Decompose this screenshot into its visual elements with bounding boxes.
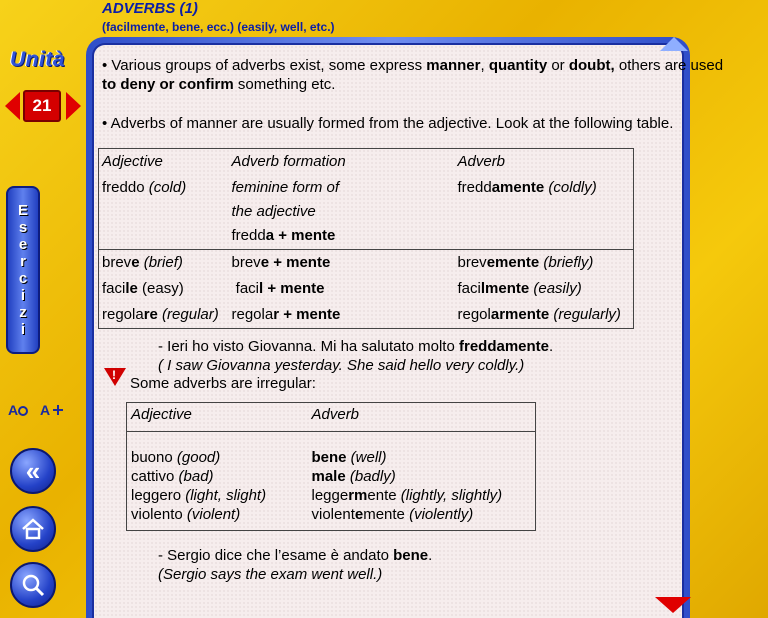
svg-text:A: A xyxy=(40,402,51,418)
adjective: violento xyxy=(131,506,187,523)
adverb-stem: violent xyxy=(311,506,355,523)
irregular-adverbs-table xyxy=(126,402,536,531)
formation-ending: l + mente xyxy=(259,280,325,297)
exercises-letter: e xyxy=(18,236,28,253)
page-subtitle: (facilmente, bene, ecc.) (easily, well, etc.) xyxy=(102,20,335,34)
page-title: ADVERBS (1) xyxy=(102,0,198,17)
adjective-ending: re xyxy=(143,306,158,323)
table-row xyxy=(127,432,536,531)
exercises-letter: z xyxy=(19,304,27,321)
intro-text: • Various groups of adverbs exist, some express xyxy=(102,57,427,74)
table-header-cell: Adjective xyxy=(102,153,163,170)
adjective: cattivo xyxy=(131,468,179,485)
table-header-cell: Adverb xyxy=(457,153,506,170)
example-highlight: bene xyxy=(393,547,429,564)
unit-label: Unità xyxy=(10,48,65,71)
adverb-stem: faci xyxy=(457,280,481,297)
example-highlight: freddamente xyxy=(458,338,550,355)
translation: (violent) xyxy=(186,506,241,523)
formation-stem: brev xyxy=(231,254,261,271)
back-button[interactable] xyxy=(10,448,56,494)
adverb-stem: regol xyxy=(457,306,491,323)
exercises-letter: i xyxy=(20,287,26,304)
adverb-ending: amente xyxy=(491,179,545,196)
adverb: bene xyxy=(311,449,347,466)
translation: (bad) xyxy=(178,468,214,485)
table-header-cell: Adverb formation xyxy=(231,153,346,170)
translation: (lightly, slightly) xyxy=(396,487,503,504)
intro-paragraph xyxy=(102,56,726,94)
translation: (easily) xyxy=(529,280,582,297)
formation-ending: e + mente xyxy=(260,254,331,271)
intro-or: or xyxy=(547,57,569,74)
adverb-ending: lmente xyxy=(480,280,530,297)
translation: (violently) xyxy=(404,506,474,523)
formation-stem: fredd xyxy=(231,227,266,244)
formation-ending: a + mente xyxy=(265,227,336,244)
adverb-highlight: e xyxy=(354,506,364,523)
adjective-ending: le xyxy=(125,280,138,297)
adverb-ending: emente xyxy=(486,254,540,271)
translation: (regularly) xyxy=(549,306,621,323)
table-header-cell: Adverb xyxy=(311,406,360,423)
unit-number: 21 xyxy=(23,90,61,122)
table-header-cell: Adjective xyxy=(131,406,192,423)
table-header-row xyxy=(99,149,634,176)
adjective-ending: e xyxy=(131,254,140,271)
adjective: freddo xyxy=(102,179,149,196)
translation: (coldly) xyxy=(544,179,597,196)
translation: (brief) xyxy=(139,254,183,271)
adjective: leggero xyxy=(131,487,186,504)
formation-stem: faci xyxy=(235,280,260,297)
example-italian: - Sergio dice che l’esame è andato xyxy=(158,547,394,564)
example-italian: - Ieri ho visto Giovanna. Mi ha salutato molto xyxy=(158,338,459,355)
translation: (well) xyxy=(346,449,387,466)
next-page-button[interactable] xyxy=(655,597,691,613)
home-icon xyxy=(20,517,46,541)
formation-note: feminine form of xyxy=(231,179,340,196)
exercises-tab[interactable] xyxy=(6,186,40,354)
table-row xyxy=(99,276,634,302)
example-sentence-1 xyxy=(158,337,638,375)
translation: (badly) xyxy=(345,468,396,485)
translation: (regular) xyxy=(157,306,219,323)
adverb-highlight: rm xyxy=(348,487,368,504)
adverb: male xyxy=(311,468,346,485)
adverb-ending: armente xyxy=(490,306,550,323)
search-plus-icon[interactable] xyxy=(40,402,66,422)
next-unit-button[interactable] xyxy=(66,92,81,120)
intro-quantity: quantity xyxy=(488,57,548,74)
table-row xyxy=(99,175,634,250)
adverb-stem: legge xyxy=(311,487,349,504)
translation: (cold) xyxy=(148,179,187,196)
example-punct: . xyxy=(549,338,554,355)
table-row xyxy=(99,302,634,329)
intro-text-3: something etc. xyxy=(233,76,336,93)
translation: (light, slight) xyxy=(185,487,267,504)
example-translation: ( I saw Giovanna yesterday. She said hello very coldly.) xyxy=(158,357,525,374)
intro-deny: to deny or confirm xyxy=(102,76,234,93)
zoom-button[interactable] xyxy=(10,562,56,608)
warning-icon xyxy=(104,368,126,386)
intro-doubt: doubt, xyxy=(568,57,615,74)
translation: (good) xyxy=(176,449,221,466)
sidebar xyxy=(0,0,86,618)
double-chevron-left-icon: « xyxy=(25,455,41,486)
translation: (easy) xyxy=(137,280,184,297)
example-punct: . xyxy=(428,547,433,564)
exercises-label xyxy=(18,202,28,338)
magnifier-icon xyxy=(20,572,46,598)
adverb-ending: ente xyxy=(367,487,397,504)
intro-comma: , xyxy=(480,57,489,74)
adjective: buono xyxy=(131,449,177,466)
formation-stem: regola xyxy=(231,306,274,323)
adverb-stem: brev xyxy=(457,254,487,271)
adverb-formation-table xyxy=(98,148,634,329)
intro-manner: manner xyxy=(426,57,481,74)
manner-paragraph: • Adverbs of manner are usually formed from the adjective. Look at the following table. xyxy=(102,115,674,132)
intro-text-2: others are used xyxy=(614,57,724,74)
adjective: faci xyxy=(102,280,126,297)
adjective: regola xyxy=(102,306,144,323)
binoculars-icon[interactable] xyxy=(8,402,30,422)
svg-text:A: A xyxy=(8,402,19,418)
exercises-letter: E xyxy=(17,202,28,219)
title-bar xyxy=(102,0,662,38)
exercises-letter: i xyxy=(20,321,26,338)
prev-unit-button[interactable] xyxy=(5,92,20,120)
adjective: brev xyxy=(102,254,132,271)
irregular-intro: Some adverbs are irregular: xyxy=(130,375,316,392)
table-row xyxy=(99,250,634,277)
exercises-letter: c xyxy=(18,270,28,287)
example-translation: (Sergio says the exam went well.) xyxy=(158,566,383,583)
example-sentence-2 xyxy=(158,546,638,584)
adverb-stem: fredd xyxy=(457,179,492,196)
formation-note: the adjective xyxy=(231,203,316,220)
home-button[interactable] xyxy=(10,506,56,552)
table-header-row xyxy=(127,403,536,432)
adverb-ending: mente xyxy=(363,506,405,523)
exercises-letter: r xyxy=(20,253,26,270)
corner-triangle-icon xyxy=(660,37,688,51)
exercises-letter: s xyxy=(18,219,28,236)
formation-ending: r + mente xyxy=(273,306,341,323)
translation: (briefly) xyxy=(539,254,594,271)
